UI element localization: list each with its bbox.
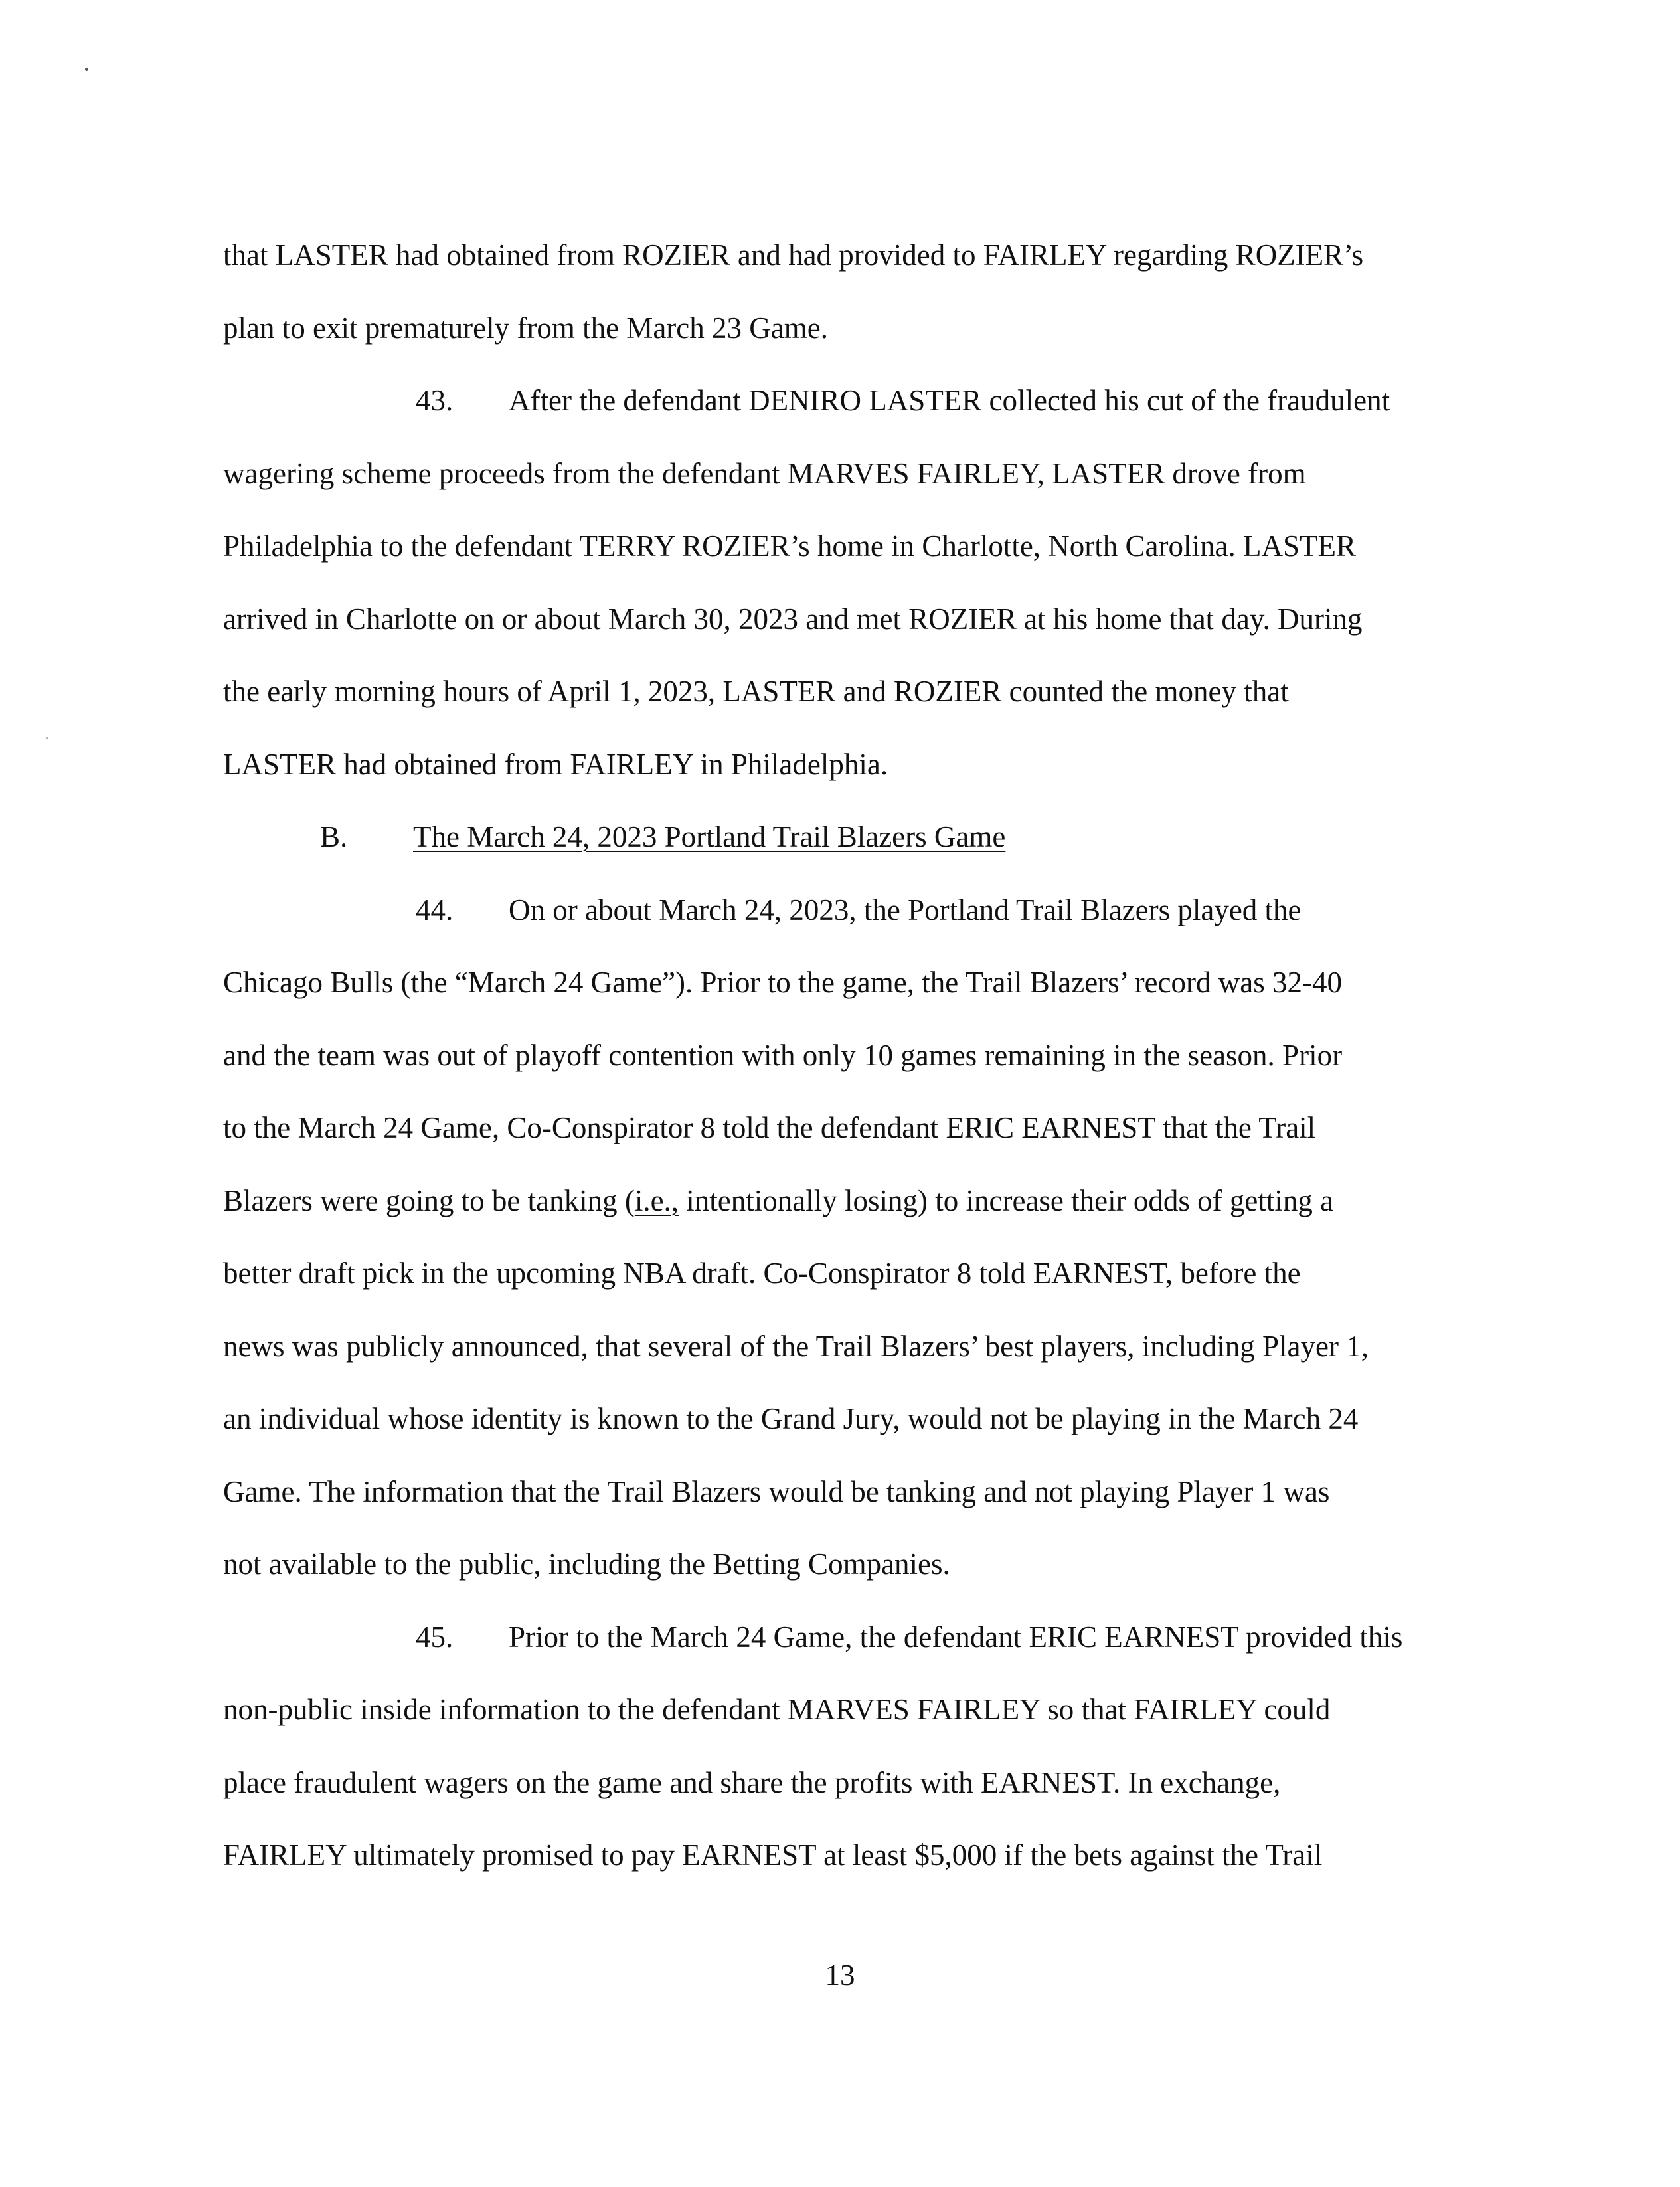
text-line: and the team was out of playoff contention with only 10 games remaining in the season. Prior — [223, 1038, 1343, 1072]
section-heading — [223, 801, 1458, 874]
document-body — [223, 219, 1458, 1892]
text-line: that LASTER had obtained from ROZIER and had provided to FAIRLEY regarding ROZIER’s — [223, 238, 1364, 272]
text-line: news was publicly announced, that several of the Trail Blazers’ best players, including Player 1, — [223, 1329, 1369, 1363]
paragraph-number: 45. — [416, 1620, 454, 1654]
section-title: The March 24, 2023 Portland Trail Blazers Game — [413, 820, 1006, 853]
text-line: non-public inside information to the defendant MARVES FAIRLEY so that FAIRLEY could — [223, 1693, 1331, 1726]
text-line: Chicago Bulls (the “March 24 Game”). Prior to the game, the Trail Blazers’ record was 32-40 — [223, 966, 1342, 999]
text-line: not available to the public, including the Betting Companies. — [223, 1547, 950, 1581]
paragraph-44-first-line — [223, 874, 1458, 947]
paragraph-45-first-line — [223, 1601, 1458, 1674]
text-line: an individual whose identity is known to the Grand Jury, would not be playing in the March 24 — [223, 1402, 1359, 1435]
text-segment: On or about March 24, 2023, the Portland Trail Blazers played the — [509, 893, 1302, 926]
text-line: FAIRLEY ultimately promised to pay EARNEST at least $5,000 if the bets against the Trail — [223, 1838, 1323, 1872]
text-line: Philadelphia to the defendant TERRY ROZIER’s home in Charlotte, North Carolina. LASTER — [223, 529, 1357, 563]
text-line: place fraudulent wagers on the game and share the profits with EARNEST. In exchange, — [223, 1765, 1281, 1799]
text-line: wagering scheme proceeds from the defendant MARVES FAIRLEY, LASTER drove from — [223, 456, 1306, 490]
section-letter: B. — [320, 820, 348, 853]
italic-abbreviation: i.e., — [634, 1183, 679, 1217]
paragraph-number: 44. — [416, 893, 454, 926]
paragraph-number: 43. — [416, 384, 454, 417]
text-line: plan to exit prematurely from the March 23 Game. — [223, 311, 828, 345]
page-number: 13 — [825, 1959, 855, 1992]
text-segment: intentionally losing) to increase their odds of getting a — [679, 1183, 1334, 1217]
scan-speck — [85, 68, 88, 71]
scan-speck — [46, 737, 48, 739]
text-line — [223, 1165, 1458, 1238]
text-line: Game. The information that the Trail Blazers would be tanking and not playing Player 1 was — [223, 1474, 1330, 1508]
text-line: arrived in Charlotte on or about March 30, 2023 and met ROZIER at his home that day. During — [223, 602, 1363, 636]
text-segment: Blazers were going to be tanking ( — [223, 1183, 635, 1217]
text-line: the early morning hours of April 1, 2023, LASTER and ROZIER counted the money that — [223, 675, 1289, 708]
text-line: to the March 24 Game, Co-Conspirator 8 told the defendant ERIC EARNEST that the Trail — [223, 1111, 1316, 1144]
text-segment: Prior to the March 24 Game, the defendant ERIC EARNEST provided this — [509, 1620, 1403, 1654]
paragraph-43-first-line — [223, 365, 1458, 438]
text-line: LASTER had obtained from FAIRLEY in Philadelphia. — [223, 747, 888, 781]
text-segment: After the defendant DENIRO LASTER collected his cut of the fraudulent — [509, 384, 1390, 417]
text-line: better draft pick in the upcoming NBA draft. Co-Conspirator 8 told EARNEST, before the — [223, 1257, 1301, 1290]
